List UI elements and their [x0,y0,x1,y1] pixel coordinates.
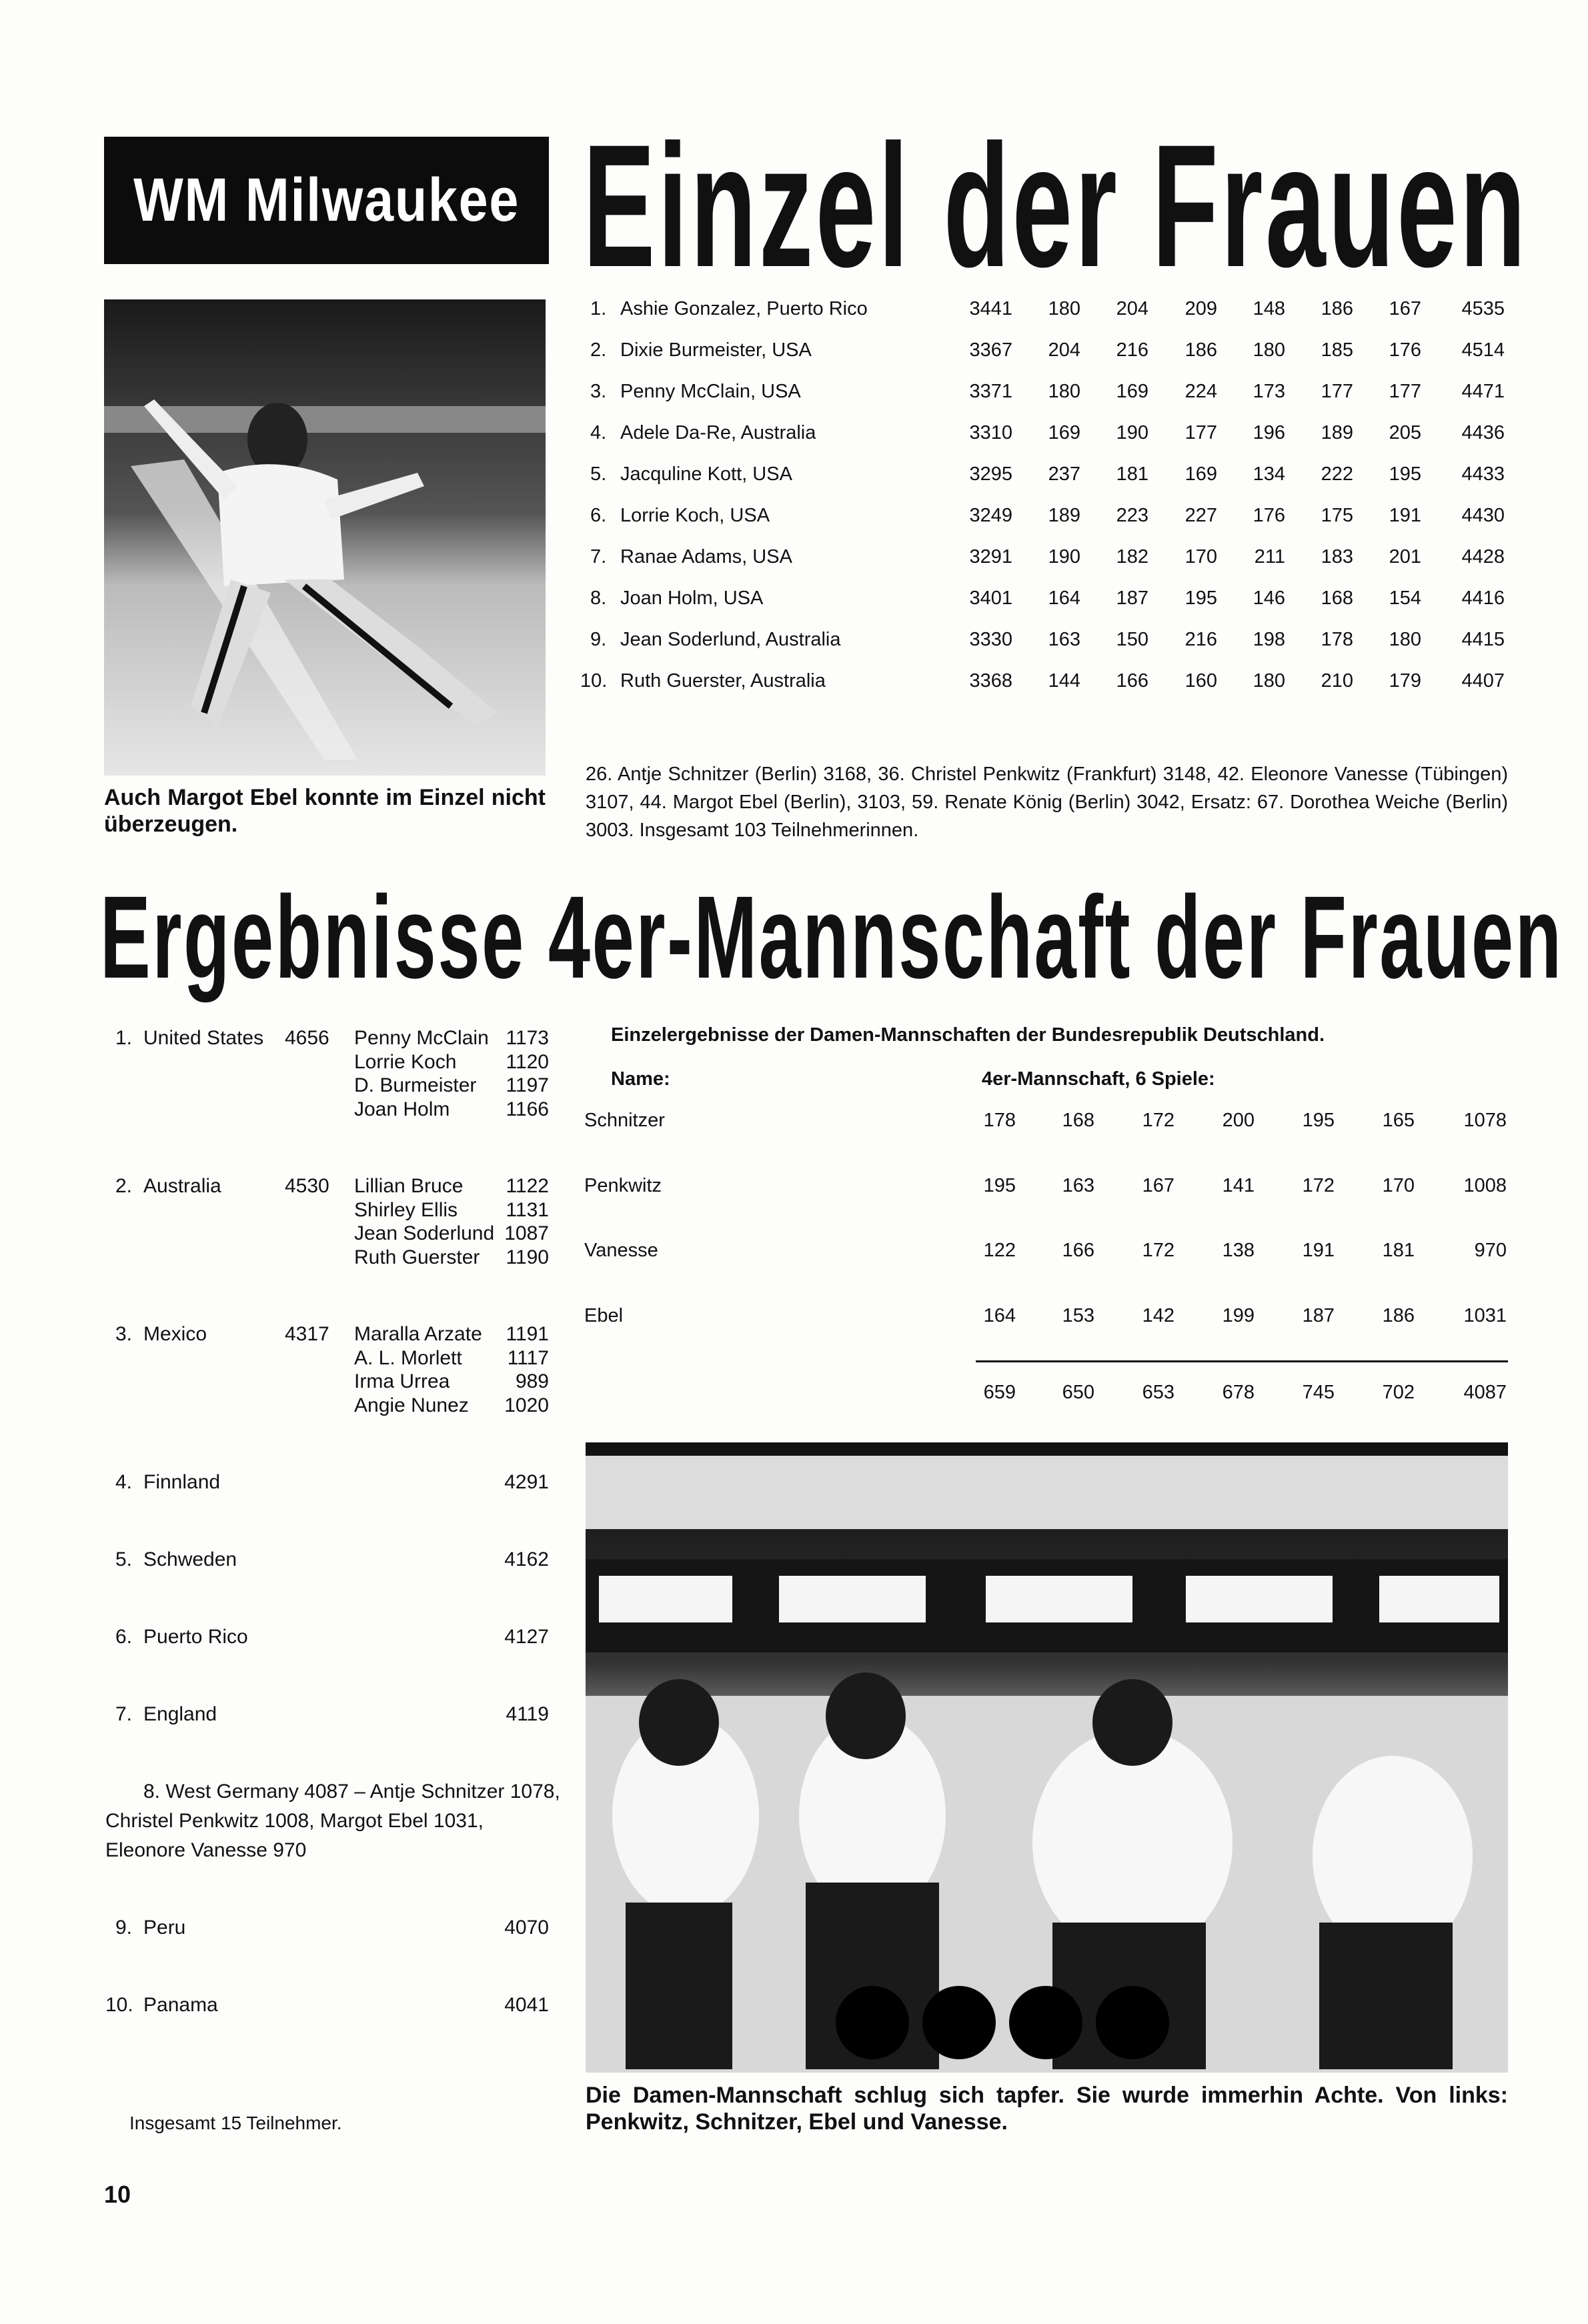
score: 176 [1253,505,1285,526]
total-score: 4430 [1461,505,1505,526]
game-score: 141 [1222,1175,1255,1196]
score: 179 [1389,670,1421,692]
score: 146 [1253,588,1285,609]
rank: 10. [580,670,608,692]
score: 3249 [969,505,1012,526]
german-detail-heading: Einzelergebnisse der Damen-Mannschaften der Bundesrepublik Deutschland. [611,1024,1325,1046]
game-score: 200 [1222,1110,1255,1131]
score: 211 [1254,546,1285,567]
team-total: 4162 [504,1548,549,1570]
member-name: Lillian Bruce [354,1175,464,1197]
score: 3401 [969,588,1012,609]
games-column-label: 4er-Mannschaft, 6 Spiele: [982,1068,1215,1090]
game-score: 181 [1382,1240,1415,1261]
rank: 3. [590,381,607,402]
team-total: 4119 [506,1703,549,1725]
member-score: 1117 [507,1346,549,1369]
column-total: 4087 [1463,1382,1507,1403]
member-score: 1191 [506,1323,549,1345]
rank: 6. [590,505,607,526]
game-score: 172 [1142,1240,1174,1261]
member-score: 1166 [506,1098,549,1120]
score: 175 [1321,505,1353,526]
score: 204 [1116,298,1148,319]
member-name: Maralla Arzate [354,1323,482,1345]
score: 176 [1389,339,1421,361]
photo-bowler [104,299,546,776]
score: 169 [1048,422,1080,443]
score: 195 [1184,588,1217,609]
event-badge [104,137,549,264]
score: 216 [1116,339,1148,361]
score: 209 [1184,298,1217,319]
member-score: 1122 [506,1175,549,1197]
rank: 7. [590,546,607,567]
rank: 2. [590,339,607,361]
score: 223 [1116,505,1148,526]
score: 189 [1048,505,1080,526]
team-country: United States [143,1027,264,1049]
total-score: 1008 [1463,1175,1507,1196]
score: 177 [1321,381,1353,402]
photo-team-caption: Die Damen-Mannschaft schlug sich tapfer. Sie wurde immerhin Achte. Von links: Penkwitz, Schnitzer, Ebel und Vanesse. [586,2083,1508,2135]
score: 169 [1184,463,1217,485]
team-total: 4041 [504,1994,549,2016]
total-score: 4436 [1461,422,1505,443]
member-score: 989 [515,1370,549,1392]
teams-summary: Insgesamt 15 Teilnehmer. [129,2113,342,2133]
rank: 9. [590,629,607,650]
column-total: 702 [1382,1382,1415,1403]
score: 183 [1321,546,1353,567]
total-score: 4416 [1461,588,1505,609]
score: 191 [1389,505,1421,526]
game-score: 195 [1302,1110,1335,1131]
photo-bowler-caption: Auch Margot Ebel konnte im Einzel nicht überzeugen. [104,785,546,837]
score: 204 [1048,339,1080,361]
game-score: 178 [983,1110,1016,1131]
member-name: Angie Nunez [354,1394,469,1416]
germany-result-line: Christel Penkwitz 1008, Margot Ebel 1031, [105,1810,484,1832]
member-name: Jean Soderlund [354,1222,495,1244]
team-rank: 3. [115,1323,133,1345]
player-name: Jean Soderlund, Australia [620,629,841,650]
score: 3291 [969,546,1012,567]
score: 180 [1048,381,1080,402]
score: 170 [1184,546,1217,567]
germany-result-line: Eleonore Vanesse 970 [105,1839,307,1861]
game-score: 187 [1302,1305,1335,1326]
team-rank: 10. [105,1994,133,2016]
player-name: Adele Da-Re, Australia [620,422,816,443]
score: 190 [1048,546,1080,567]
score: 237 [1048,463,1080,485]
score: 177 [1389,381,1421,402]
column-total: 745 [1302,1382,1335,1403]
totals-divider [976,1360,1508,1362]
team-country: Australia [143,1175,221,1197]
score: 182 [1116,546,1148,567]
score: 180 [1253,339,1285,361]
score: 144 [1048,670,1080,692]
score: 3330 [969,629,1012,650]
score: 187 [1116,588,1148,609]
score: 181 [1116,463,1148,485]
total-score: 4514 [1461,339,1505,361]
member-score: 1087 [504,1222,549,1244]
team-country: England [143,1703,217,1725]
game-score: 172 [1302,1175,1335,1196]
score: 160 [1184,670,1217,692]
member-score: 1020 [504,1394,549,1416]
total-score: 970 [1474,1240,1507,1261]
member-name: Lorrie Koch [354,1050,457,1073]
score: 168 [1321,588,1353,609]
score: 186 [1184,339,1217,361]
score: 224 [1184,381,1217,402]
member-name: Ruth Guerster [354,1246,480,1268]
player-name: Lorrie Koch, USA [620,505,770,526]
total-score: 4428 [1461,546,1505,567]
column-total: 650 [1062,1382,1094,1403]
photo-team [586,1442,1508,2073]
player-name: Ebel [584,1305,624,1326]
team-country: Peru [143,1917,186,1939]
game-score: 164 [983,1305,1016,1326]
player-name: Joan Holm, USA [620,588,764,609]
score: 134 [1253,463,1285,485]
total-score: 1031 [1463,1305,1507,1326]
member-score: 1173 [506,1027,549,1049]
member-name: Joan Holm [354,1098,450,1120]
team-total: 4530 [285,1175,329,1197]
team-total: 4656 [285,1027,329,1049]
total-score: 4471 [1461,381,1505,402]
score: 180 [1389,629,1421,650]
score: 163 [1048,629,1080,650]
page-number: 10 [104,2181,131,2208]
score: 167 [1389,298,1421,319]
team-rank: 6. [115,1626,133,1648]
score: 190 [1116,422,1148,443]
game-score: 191 [1302,1240,1335,1261]
team-rank: 9. [115,1917,133,1939]
player-name: Penkwitz [584,1175,662,1196]
game-score: 122 [983,1240,1016,1261]
total-score: 1078 [1463,1110,1507,1131]
team-country: Schweden [143,1548,237,1570]
score: 173 [1253,381,1285,402]
score: 227 [1184,505,1217,526]
total-score: 4415 [1461,629,1505,650]
game-score: 166 [1062,1240,1094,1261]
score: 186 [1321,298,1353,319]
rank: 4. [590,422,607,443]
score: 205 [1389,422,1421,443]
game-score: 165 [1382,1110,1415,1131]
player-name: Dixie Burmeister, USA [620,339,812,361]
rank: 5. [590,463,607,485]
score: 3367 [969,339,1012,361]
score: 177 [1184,422,1217,443]
member-name: Penny McClain [354,1027,489,1049]
rank: 8. [590,588,607,609]
total-score: 4535 [1461,298,1505,319]
member-score: 1190 [506,1246,549,1268]
score: 222 [1321,463,1353,485]
score: 3441 [969,298,1012,319]
rank: 1. [590,298,607,319]
player-name: Jacquline Kott, USA [620,463,792,485]
score: 180 [1048,298,1080,319]
member-score: 1131 [506,1198,549,1221]
score: 148 [1253,298,1285,319]
score: 210 [1321,670,1353,692]
score: 164 [1048,588,1080,609]
player-name: Ranae Adams, USA [620,546,792,567]
column-total: 659 [983,1382,1016,1403]
score: 166 [1116,670,1148,692]
score: 3371 [969,381,1012,402]
german-singles-note: 26. Antje Schnitzer (Berlin) 3168, 36. Christel Penkwitz (Frankfurt) 3148, 42. Eleonore Vanesse (Tübingen) 3107, 44. Margot Ebel (Berlin), 3103, 59. Renate König (Berlin) 3042, Ersatz: 67. Dorothea Weiche (Berlin) 3003. Insgesamt 103 Teilnehmerinnen. [586,764,1508,841]
score: 3368 [969,670,1012,692]
member-name: Irma Urrea [354,1370,450,1392]
name-column-label: Name: [611,1068,670,1090]
game-score: 153 [1062,1305,1094,1326]
score: 180 [1253,670,1285,692]
player-name: Vanesse [584,1240,658,1261]
team-total: 4070 [504,1917,549,1939]
member-score: 1120 [506,1050,549,1073]
score: 196 [1253,422,1285,443]
team-rank: 4. [115,1471,133,1493]
member-name: A. L. Morlett [354,1346,462,1369]
member-name: Shirley Ellis [354,1198,458,1221]
player-name: Penny McClain, USA [620,381,801,402]
game-score: 199 [1222,1305,1255,1326]
game-score: 138 [1222,1240,1255,1261]
score: 3295 [969,463,1012,485]
score: 3310 [969,422,1012,443]
section-title-teams: Ergebnisse 4er-Mannschaft der Frauen [100,872,1563,1003]
team-rank: 2. [115,1175,133,1197]
game-score: 170 [1382,1175,1415,1196]
score: 198 [1253,629,1285,650]
total-score: 4407 [1461,670,1505,692]
score: 178 [1321,629,1353,650]
score: 185 [1321,339,1353,361]
game-score: 167 [1142,1175,1174,1196]
player-name: Ruth Guerster, Australia [620,670,826,692]
score: 154 [1389,588,1421,609]
team-rank: 5. [115,1548,133,1570]
member-score: 1197 [506,1074,549,1096]
game-score: 163 [1062,1175,1094,1196]
column-total: 653 [1142,1382,1174,1403]
game-score: 195 [983,1175,1016,1196]
total-score: 4433 [1461,463,1505,485]
column-total: 678 [1222,1382,1255,1403]
score: 189 [1321,422,1353,443]
germany-result-line: 8. West Germany 4087 – Antje Schnitzer 1078, [143,1781,560,1803]
game-score: 168 [1062,1110,1094,1131]
team-rank: 1. [115,1027,133,1049]
team-country: Panama [143,1994,218,2016]
game-score: 186 [1382,1305,1415,1326]
score: 169 [1116,381,1148,402]
score: 150 [1116,629,1148,650]
score: 216 [1184,629,1217,650]
player-name: Schnitzer [584,1110,665,1131]
member-name: D. Burmeister [354,1074,477,1096]
team-total: 4127 [504,1626,549,1648]
game-score: 142 [1142,1305,1174,1326]
team-country: Mexico [143,1323,207,1345]
team-country: Finnland [143,1471,221,1493]
team-country: Puerto Rico [143,1626,248,1648]
team-rank: 7. [115,1703,133,1725]
game-score: 172 [1142,1110,1174,1131]
player-name: Ashie Gonzalez, Puerto Rico [620,298,868,319]
score: 195 [1389,463,1421,485]
team-total: 4291 [504,1471,549,1493]
event-badge-label: WM Milwaukee [133,166,520,234]
score: 201 [1389,546,1421,567]
team-total: 4317 [285,1323,329,1345]
page-title: Einzel der Frauen [583,108,1529,303]
